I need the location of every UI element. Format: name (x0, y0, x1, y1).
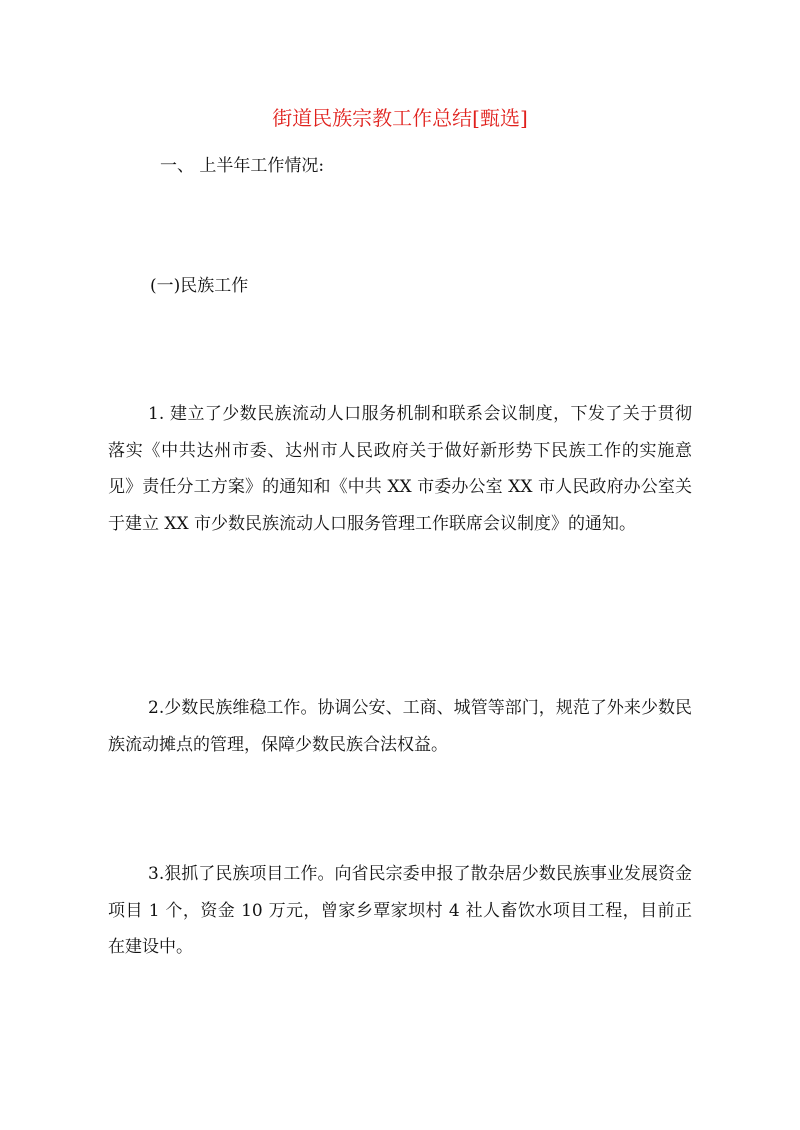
paragraph-1: 1. 建立了少数民族流动人口服务机制和联系会议制度，下发了关于贯彻落实《中共达州市委、达州市人民政府关于做好新形势下民族工作的实施意见》责任分工方案》的通知和《中共 XX 市委办公室 XX 市人民政府办公室关于建立 XX 市少数民族流动人口服务管理工作联席会议制度》的通知。 (108, 404, 692, 534)
subsection-heading: (一)民族工作 (150, 276, 249, 296)
section-heading: 一、 上半年工作情况: (160, 156, 325, 176)
document-title: 街道民族宗教工作总结[甄选] (272, 106, 528, 130)
paragraph-3: 3.狠抓了民族项目工作。向省民宗委申报了散杂居少数民族事业发展资金项目 1 个，资金 10 万元，曾家乡覃家坝村 4 社人畜饮水项目工程，目前正在建设中。 (108, 864, 692, 957)
paragraph-2: 2.少数民族维稳工作。协调公安、工商、城管等部门，规范了外来少数民族流动摊点的管理，保障少数民族合法权益。 (108, 698, 692, 755)
